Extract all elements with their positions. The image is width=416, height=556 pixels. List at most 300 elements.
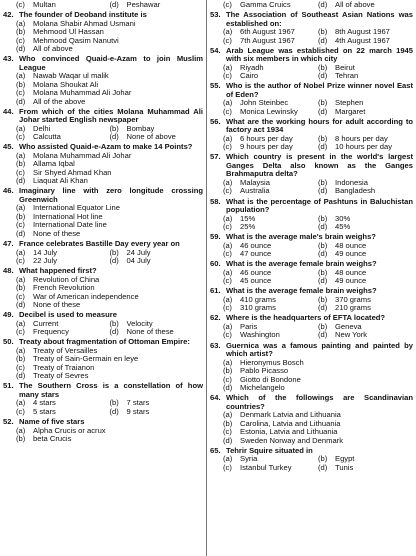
question-text: What are the working hours for adult according to factory act 1934 — [226, 116, 413, 135]
option-text: beta Crucis — [33, 435, 72, 444]
option — [223, 223, 318, 232]
options — [16, 347, 203, 381]
question-number: 55. — [210, 81, 221, 91]
options — [223, 359, 413, 393]
option-text: 24 July — [126, 248, 151, 257]
option — [16, 81, 203, 90]
option — [16, 125, 110, 134]
option — [16, 169, 203, 178]
option — [223, 269, 318, 278]
option-label: (b) — [318, 134, 328, 143]
question-text: What happened first? — [19, 266, 97, 276]
options — [16, 399, 203, 416]
option-label: (b) — [318, 178, 328, 187]
option-text: 210 grams — [335, 304, 371, 313]
option — [223, 455, 318, 464]
option-row — [16, 133, 203, 142]
option-label: (b) — [109, 319, 119, 328]
option-text: John Steinbec — [240, 99, 289, 108]
option — [16, 230, 203, 239]
option — [223, 428, 413, 437]
question-item — [210, 153, 413, 196]
question-item — [3, 187, 203, 238]
option-text: 310 grams — [240, 304, 276, 313]
options — [223, 323, 413, 340]
option-label: (d) — [109, 1, 119, 9]
option-row — [223, 437, 413, 446]
option-label: (b) — [16, 284, 26, 293]
option — [223, 179, 318, 188]
option-label: (c) — [223, 36, 232, 45]
option-text: Malaysia — [240, 178, 270, 187]
question-item — [3, 240, 203, 266]
option — [223, 215, 318, 224]
option-row — [16, 1, 203, 10]
option-text: Mehmood Ul Hassan — [33, 28, 104, 37]
option-label: (b) — [223, 419, 233, 428]
option-label: (c) — [223, 143, 232, 152]
option-text: Bombay — [126, 124, 155, 133]
option-label: (b) — [318, 455, 328, 464]
option-text: 30% — [335, 214, 351, 223]
option-label: (a) — [223, 295, 233, 304]
option-text: 4th August 1967 — [335, 36, 390, 45]
option-row — [16, 89, 203, 98]
question-header — [210, 11, 413, 28]
option-label: (c) — [16, 1, 25, 9]
question-number: 42. — [3, 10, 14, 20]
option-label: (c) — [223, 107, 232, 116]
option-label: (a) — [16, 72, 26, 81]
option — [16, 364, 203, 373]
option-row — [223, 64, 413, 73]
option — [223, 108, 318, 117]
question-header — [3, 55, 203, 72]
option — [223, 37, 318, 46]
option-text: Molana Muhammad Ali Johar — [33, 151, 132, 160]
question-text: Name of five stars — [19, 417, 85, 427]
question-number: 59. — [210, 232, 221, 242]
option-label: (d) — [318, 107, 328, 116]
option-text: 45 ounce — [240, 277, 272, 286]
question-number: 43. — [3, 54, 14, 64]
option-text: International Equator Line — [33, 204, 120, 213]
option-text: Gamma Cruics — [240, 1, 291, 9]
question-number: 60. — [210, 259, 221, 269]
option-row — [16, 301, 203, 310]
option-text: 410 grams — [240, 295, 276, 304]
option-text: International Hot line — [33, 212, 103, 221]
option-label: (d) — [223, 384, 233, 393]
option-text: None of these — [126, 328, 174, 337]
question-item — [3, 311, 203, 337]
question-text: What is the average female brain weighs? — [226, 259, 377, 269]
question-header — [3, 382, 203, 399]
question-number: 61. — [210, 286, 221, 296]
option-label: (c) — [223, 375, 232, 384]
option-label: (d) — [109, 133, 119, 142]
option-label: (c) — [223, 428, 232, 437]
option-row — [223, 323, 413, 332]
option-row — [16, 72, 203, 81]
option-text: Geneva — [335, 322, 362, 331]
option-label: (c) — [223, 1, 232, 9]
option — [16, 152, 203, 161]
option-text: Syria — [240, 455, 258, 464]
option-label: (c) — [223, 331, 232, 340]
option — [223, 331, 318, 340]
option-label: (b) — [318, 28, 328, 37]
question-number: 49. — [3, 310, 14, 320]
option-text: 22 July — [33, 257, 58, 266]
option-text: 04 July — [126, 257, 151, 266]
option-row — [16, 98, 203, 107]
question-header — [3, 311, 203, 320]
option-text: 48 ounce — [335, 268, 367, 277]
option-row — [16, 20, 203, 29]
option-text: Treaty of Traianon — [33, 363, 95, 372]
option-row — [223, 72, 413, 81]
option — [16, 98, 203, 107]
left-column — [3, 1, 203, 444]
question-item — [210, 82, 413, 116]
option — [16, 435, 203, 444]
option — [16, 293, 203, 302]
options — [223, 1, 413, 10]
option — [110, 408, 204, 417]
option-row — [16, 204, 203, 213]
question-text: Which country is present in the world's largest Ganges Delta also known as the Ganges Brahmaputra delta? — [226, 152, 413, 179]
question-header — [210, 342, 413, 359]
option-text: 45% — [335, 223, 351, 232]
column-divider — [206, 0, 207, 556]
option-label: (d) — [318, 36, 328, 45]
option-row — [223, 1, 413, 10]
option-label: (b) — [318, 241, 328, 250]
option-label: (d) — [318, 72, 328, 81]
question-text: Imaginary line with zero longitude crossing Greenwich — [19, 186, 203, 204]
option-label: (a) — [16, 204, 26, 213]
question-item — [210, 342, 413, 393]
option-text: Tunis — [335, 463, 354, 472]
option-label: (d) — [318, 1, 328, 9]
option-text: Calcutta — [33, 133, 61, 142]
option-label: (d) — [109, 407, 119, 416]
option — [318, 179, 413, 188]
option — [16, 89, 203, 98]
option-text: Delhi — [33, 124, 51, 133]
option — [223, 411, 413, 420]
option — [16, 249, 110, 258]
option — [223, 277, 318, 286]
options — [223, 28, 413, 45]
question-number: 62. — [210, 313, 221, 323]
option-text: 6 hours per day — [240, 134, 293, 143]
option-row — [223, 277, 413, 286]
option — [16, 72, 203, 81]
option-label: (c) — [16, 328, 25, 337]
option-label: (a) — [223, 99, 233, 108]
question-number: 57. — [210, 152, 221, 162]
question-item — [3, 143, 203, 186]
option — [16, 355, 203, 364]
option-row — [16, 152, 203, 161]
option-text: 46 ounce — [240, 268, 272, 277]
option-label: (d) — [16, 229, 26, 238]
option-label: (c) — [16, 89, 25, 98]
options — [16, 249, 203, 266]
question-header — [3, 143, 203, 152]
option-label: (d) — [109, 257, 119, 266]
option-text: Molana Shabir Ahmad Usmani — [33, 19, 136, 28]
option-label: (b) — [16, 435, 26, 444]
option-text: Molana Shoukat Ali — [33, 80, 99, 89]
option-text: Treaty of Sain-Germain en leye — [33, 355, 139, 364]
option-label: (a) — [16, 346, 26, 355]
option-label: (a) — [223, 178, 233, 187]
option-row — [223, 304, 413, 313]
option — [318, 464, 413, 473]
option-label: (b) — [318, 214, 328, 223]
option-label: (a) — [223, 28, 233, 37]
option — [16, 204, 203, 213]
option-label: (d) — [16, 45, 26, 54]
question-text: Who assisted Quaid-e-Azam to make 14 Points? — [19, 142, 193, 152]
question-header — [3, 11, 203, 20]
question-header — [3, 338, 203, 347]
option — [318, 296, 413, 305]
option-text: International Date line — [33, 221, 107, 230]
option — [318, 135, 413, 144]
question-text: The Association of Southeast Asian Nations was established on: — [226, 10, 413, 28]
question-item — [210, 314, 413, 340]
question-number: 64. — [210, 393, 221, 403]
options — [223, 411, 413, 445]
option — [16, 28, 203, 37]
option-row — [16, 408, 203, 417]
option — [318, 143, 413, 152]
option-text: 15% — [240, 214, 256, 223]
option-text: Molana Muhammad Ali Johar — [33, 89, 132, 98]
options — [223, 179, 413, 196]
option-label: (a) — [16, 275, 26, 284]
question-text: Who convinced Quaid-e-Azam to join Muslim League — [19, 54, 203, 72]
option — [16, 301, 203, 310]
option-label: (a) — [16, 124, 26, 133]
options — [223, 242, 413, 259]
option-row — [16, 364, 203, 373]
question-item — [210, 118, 413, 152]
option — [223, 1, 318, 10]
question-header — [210, 82, 413, 99]
option-row — [223, 242, 413, 251]
option-text: 14 July — [33, 248, 58, 257]
option — [110, 133, 204, 142]
question-header — [3, 187, 203, 204]
option-label: (c) — [16, 221, 25, 230]
option-row — [223, 143, 413, 152]
option-row — [16, 284, 203, 293]
option-label: (a) — [16, 248, 26, 257]
question-text: Who is the author of Nobel Prize winner novel East of Eden? — [226, 81, 413, 99]
option-label: (c) — [16, 168, 25, 177]
option-row — [16, 399, 203, 408]
option-text: Allama Iqbal — [33, 160, 75, 169]
option-label: (c) — [16, 133, 25, 142]
option-text: Tehran — [335, 72, 359, 81]
question-item — [210, 11, 413, 45]
options — [16, 72, 203, 106]
question-text: Guernica was a famous painting and painted by which artist? — [226, 340, 413, 359]
option-text: Monica Lewinsky — [240, 107, 298, 116]
options — [16, 204, 203, 238]
option-text: 48 ounce — [335, 241, 367, 250]
option-row — [223, 420, 413, 429]
question-text: Decibel is used to measure — [19, 310, 117, 320]
option-row — [16, 249, 203, 258]
option — [223, 296, 318, 305]
option — [223, 437, 413, 446]
option-label: (c) — [16, 292, 25, 301]
option — [223, 187, 318, 196]
right-column — [210, 1, 413, 472]
option-label: (b) — [16, 355, 26, 364]
question-number: 44. — [3, 106, 14, 116]
options — [16, 152, 203, 186]
option — [16, 133, 110, 142]
option-row — [223, 367, 413, 376]
question-header — [210, 198, 413, 215]
option-row — [223, 215, 413, 224]
option-row — [16, 230, 203, 239]
option-label: (c) — [223, 72, 232, 81]
option-label: (a) — [223, 241, 233, 250]
question-number: 63. — [210, 340, 221, 350]
option-text: 49 ounce — [335, 250, 367, 259]
option-row — [16, 372, 203, 381]
option — [16, 37, 203, 46]
option-text: Peshawar — [126, 1, 161, 9]
option-text: 4 stars — [33, 399, 56, 408]
question-text: Which of the followings are Scandinavian countries? — [226, 393, 413, 411]
option — [16, 213, 203, 222]
question-item — [3, 267, 203, 310]
option-label: (d) — [318, 331, 328, 340]
option-text: Washington — [240, 331, 280, 340]
option-text: Treaty of Versailles — [33, 346, 98, 355]
question-header — [3, 240, 203, 249]
option-label: (b) — [318, 63, 328, 72]
option-text: Multan — [33, 1, 56, 9]
option-text: Michelangelo — [240, 384, 285, 393]
option-row — [223, 179, 413, 188]
option-text: Hieronymus Bosch — [240, 358, 304, 367]
option-row — [16, 427, 203, 436]
option-text: 5 stars — [33, 407, 56, 416]
options — [16, 1, 203, 10]
question-text: What is the average female brain weighs? — [226, 286, 377, 296]
option-row — [16, 257, 203, 266]
leading-options — [210, 1, 413, 10]
question-text: Arab League was established on 22 march 1945 with six members in which city — [226, 45, 413, 64]
option — [223, 376, 413, 385]
option — [16, 257, 110, 266]
option-label: (c) — [16, 407, 25, 416]
option-text: Sir Shyed Ahmad Khan — [33, 168, 112, 177]
option — [318, 64, 413, 73]
question-header — [210, 118, 413, 135]
option-label: (a) — [16, 319, 26, 328]
option-label: (d) — [318, 250, 328, 259]
option — [16, 20, 203, 29]
option-row — [16, 293, 203, 302]
option-text: 8th August 1967 — [335, 28, 390, 37]
option-label: (a) — [223, 358, 233, 367]
option — [318, 277, 413, 286]
option-row — [223, 359, 413, 368]
question-header — [3, 418, 203, 427]
question-item — [210, 198, 413, 232]
option — [223, 28, 318, 37]
option-label: (c) — [223, 187, 232, 196]
option-label: (d) — [16, 97, 26, 106]
option-label: (a) — [223, 63, 233, 72]
option — [16, 221, 203, 230]
option-row — [16, 45, 203, 54]
question-text: What is the average male's brain weighs? — [226, 232, 376, 242]
option-label: (c) — [223, 250, 232, 259]
options — [223, 455, 413, 472]
option-text: Revolution of China — [33, 275, 100, 284]
option — [110, 320, 204, 329]
option-text: Beirut — [335, 63, 355, 72]
option-row — [16, 28, 203, 37]
option — [16, 276, 203, 285]
option-label: (a) — [16, 426, 26, 435]
option-row — [223, 331, 413, 340]
option-row — [16, 355, 203, 364]
option-label: (d) — [318, 463, 328, 472]
option-label: (b) — [109, 248, 119, 257]
option-label: (a) — [16, 399, 26, 408]
option-row — [223, 37, 413, 46]
options — [16, 125, 203, 142]
option-row — [223, 108, 413, 117]
option-label: (b) — [16, 212, 26, 221]
option-row — [223, 250, 413, 259]
option-text: Treaty of Sevres — [33, 372, 89, 381]
option-label: (b) — [318, 268, 328, 277]
question-item — [210, 233, 413, 259]
option-row — [223, 411, 413, 420]
option — [223, 367, 413, 376]
question-item — [3, 382, 203, 416]
option-row — [223, 28, 413, 37]
option-label: (d) — [318, 143, 328, 152]
option — [110, 257, 204, 266]
options — [16, 276, 203, 310]
option — [110, 1, 204, 10]
option-text: Denmark Latvia and Lithuania — [240, 411, 341, 420]
option — [223, 323, 318, 332]
option — [223, 242, 318, 251]
option — [16, 177, 203, 186]
option-label: (a) — [223, 322, 233, 331]
question-item — [210, 260, 413, 286]
option-text: Alpha Crucis or acrux — [33, 426, 106, 435]
option-label: (a) — [223, 134, 233, 143]
option-text: Istanbul Turkey — [240, 463, 292, 472]
